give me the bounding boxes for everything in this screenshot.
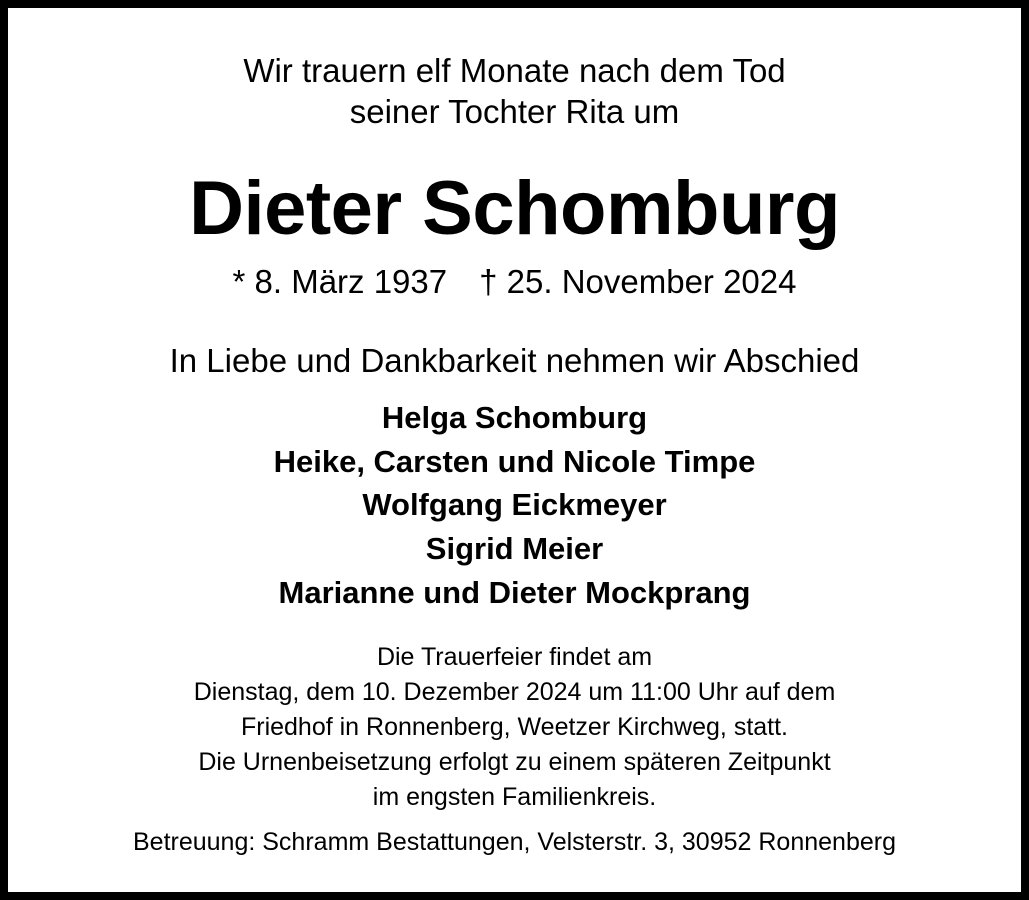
service-info-line: Die Urnenbeisetzung erfolgt zu einem späteren Zeitpunkt (198, 748, 831, 776)
death-date: † 25. November 2024 (479, 263, 797, 300)
service-info-line: Dienstag, dem 10. Dezember 2024 um 11:00 Uhr auf dem (193, 678, 836, 706)
service-info-line: Friedhof in Ronnenberg, Weetzer Kirchweg, statt. (240, 713, 789, 741)
service-info-line: Die Trauerfeier findet am (376, 643, 653, 671)
mourner-name: Wolfgang Eickmeyer (362, 487, 667, 522)
mourner-name: Heike, Carsten und Nicole Timpe (273, 444, 756, 479)
obituary-notice (8, 8, 1021, 892)
farewell-text: In Liebe und Dankbarkeit nehmen wir Abschied (169, 342, 860, 379)
mourner-name: Sigrid Meier (425, 531, 604, 566)
funeral-home-footer: Betreuung: Schramm Bestattungen, Velsterstr. 3, 30952 Ronnenberg (133, 828, 896, 856)
intro-line-1: Wir trauern elf Monate nach dem Tod (243, 52, 786, 89)
life-dates (8, 262, 1021, 302)
service-info-line: im engsten Familienkreis. (372, 783, 657, 811)
mourner-name: Helga Schomburg (381, 400, 648, 435)
mourner-name: Marianne und Dieter Mockprang (278, 575, 751, 610)
intro-line-2: seiner Tochter Rita um (349, 93, 680, 130)
deceased-name: Dieter Schomburg (189, 166, 840, 251)
birth-date: * 8. März 1937 (232, 263, 448, 300)
